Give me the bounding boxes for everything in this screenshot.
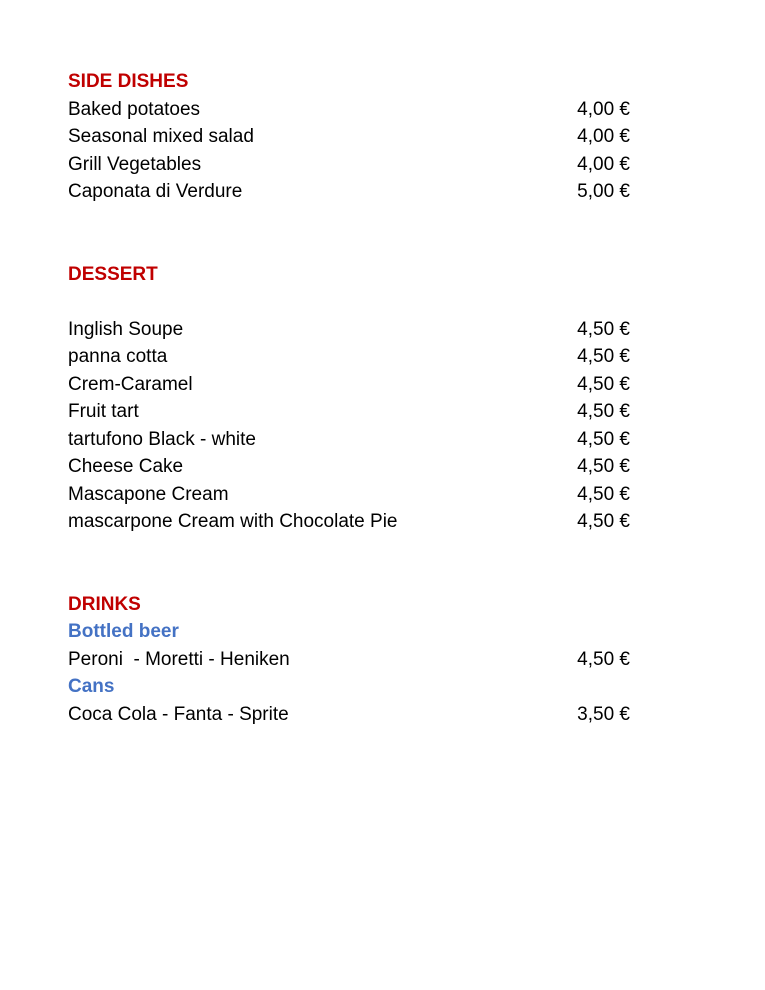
subsection-title-cans: Cans [68,676,115,697]
item-price: 4,50 € [577,373,630,395]
item-name: mascarpone Cream with Chocolate Pie [68,511,398,532]
menu-item [68,123,630,151]
spacer [68,206,630,234]
item-name: Mascapone Cream [68,483,229,505]
item-price: 4,00 € [577,98,630,120]
item-name: tartufono Black - white [68,428,256,450]
item-name: Grill Vegetables [68,153,202,175]
item-price: 4,00 € [577,126,630,147]
menu-item [68,701,630,729]
item-price: 3,50 € [577,703,630,725]
item-price: 5,00 € [577,181,630,202]
item-price: 4,50 € [577,346,630,367]
item-name: Fruit tart [68,401,139,422]
menu-item [68,481,630,509]
item-price: 4,50 € [577,318,630,340]
item-name: Crem-Caramel [68,373,193,395]
menu-item [68,371,630,399]
spacer [68,536,630,564]
subsection-title-bottled-beer: Bottled beer [68,621,179,642]
section-title-dessert: DESSERT [68,263,158,285]
spacer [68,563,630,591]
item-price: 4,50 € [577,428,630,450]
menu-item [68,398,630,426]
item-name: panna cotta [68,346,168,367]
menu-item [68,426,630,454]
menu-item [68,96,630,124]
menu-item [68,316,630,344]
menu-item [68,178,630,206]
item-price: 4,50 € [577,401,630,422]
section-title-side-dishes: SIDE DISHES [68,71,189,92]
menu-item [68,453,630,481]
item-price: 4,50 € [577,456,630,477]
menu-page [68,68,630,728]
item-name: Seasonal mixed salad [68,126,254,147]
item-price: 4,50 € [577,648,630,670]
menu-item [68,343,630,371]
item-name: Cheese Cake [68,456,184,477]
menu-item [68,646,630,674]
item-name: Coca Cola - Fanta - Sprite [68,703,289,725]
item-name: Baked potatoes [68,98,201,120]
item-name: Peroni - Moretti - Heniken [68,648,290,670]
spacer [68,233,630,261]
menu-item [68,508,630,536]
item-price: 4,50 € [577,483,630,505]
item-name: Inglish Soupe [68,318,184,340]
item-price: 4,00 € [577,153,630,175]
section-title-drinks: DRINKS [68,593,141,615]
menu-item [68,151,630,179]
item-name: Caponata di Verdure [68,181,243,202]
spacer [68,288,630,316]
item-price: 4,50 € [577,511,630,532]
